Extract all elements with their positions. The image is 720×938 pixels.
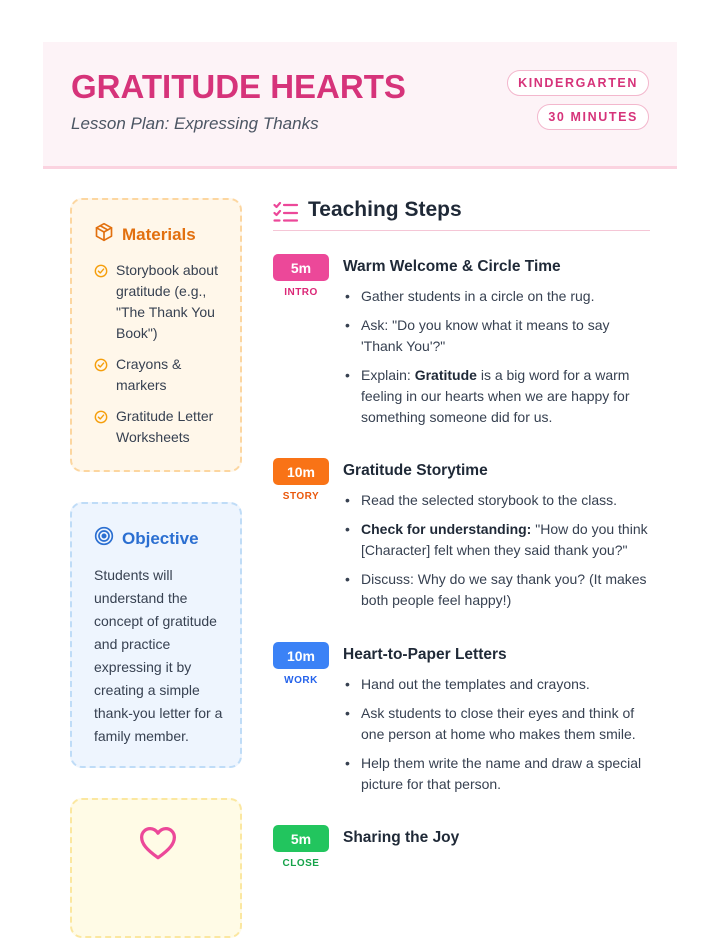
time-badge: 5m <box>273 825 329 852</box>
list-item: • Gather students in a circle on the rug. <box>343 286 653 307</box>
list-item <box>94 406 234 448</box>
list-item: • Ask: "Do you know what it means to say 'Thank You'?" <box>343 315 653 357</box>
box-icon <box>94 222 114 247</box>
list-item: • Read the selected storybook to the class. <box>343 490 653 511</box>
list-item: • Ask students to close their eyes and think of one person at home who makes them smile. <box>343 703 653 745</box>
materials-card <box>70 198 242 472</box>
teaching-steps-title: Teaching Steps <box>308 198 462 221</box>
header <box>43 42 677 169</box>
check-circle-icon <box>94 409 108 448</box>
list-item: • Check for understanding: "How do you think [Character] felt when they said thank you?" <box>343 519 653 561</box>
step-bullets <box>343 674 653 803</box>
list-item: • Help them write the name and draw a special picture for that person. <box>343 753 653 795</box>
duration-badge: 30 MINUTES <box>537 104 649 130</box>
checklist-icon <box>273 201 299 228</box>
material-text: Crayons & markers <box>116 356 182 393</box>
check-circle-icon <box>94 357 108 396</box>
list-item: • Hand out the templates and crayons. <box>343 674 653 695</box>
list-item: • Explain: Gratitude is a big word for a warm feeling in our hearts when we are happy for something someone did for us. <box>343 365 653 428</box>
step-bullets <box>343 490 653 619</box>
step-tag: STORY <box>282 491 320 502</box>
grade-badge: KINDERGARTEN <box>507 70 649 96</box>
step-title: Heart-to-Paper Letters <box>343 646 507 663</box>
step-title: Sharing the Joy <box>343 829 460 846</box>
objective-title: Objective <box>122 528 199 548</box>
time-badge: 10m <box>273 642 329 669</box>
step-tag: CLOSE <box>282 858 320 869</box>
material-text: Storybook about gratitude (e.g., "The Thank You Book") <box>116 262 218 341</box>
key-term: Gratitude <box>414 367 477 383</box>
page-title: GRATITUDE HEARTS <box>71 68 406 105</box>
key-term: Check for understanding: <box>361 521 532 537</box>
list-item <box>94 260 234 344</box>
step-title: Warm Welcome & Circle Time <box>343 258 561 275</box>
heart-icon <box>138 825 178 866</box>
list-item <box>94 354 234 396</box>
objective-text: Students will understand the concept of gratitude and practice expressing it by creating a simple thank-you letter for a family member. <box>94 567 223 744</box>
step-tag: WORK <box>284 675 318 686</box>
materials-header <box>94 222 196 247</box>
objective-card <box>70 502 242 768</box>
materials-title: Materials <box>122 224 196 244</box>
list-item: • Discuss: Why do we say thank you? (It makes both people feel happy!) <box>343 569 653 611</box>
step-title: Gratitude Storytime <box>343 462 488 479</box>
material-text: Gratitude Letter Worksheets <box>116 408 214 445</box>
materials-list <box>94 260 234 458</box>
check-circle-icon <box>94 263 108 344</box>
step-bullets <box>343 286 653 436</box>
heart-card <box>70 798 242 938</box>
page-subtitle: Lesson Plan: Expressing Thanks <box>71 114 319 133</box>
teaching-steps-header <box>273 198 650 231</box>
step-tag: INTRO <box>284 287 318 298</box>
time-badge: 5m <box>273 254 329 281</box>
time-badge: 10m <box>273 458 329 485</box>
target-icon <box>94 526 114 551</box>
objective-header <box>94 526 199 551</box>
